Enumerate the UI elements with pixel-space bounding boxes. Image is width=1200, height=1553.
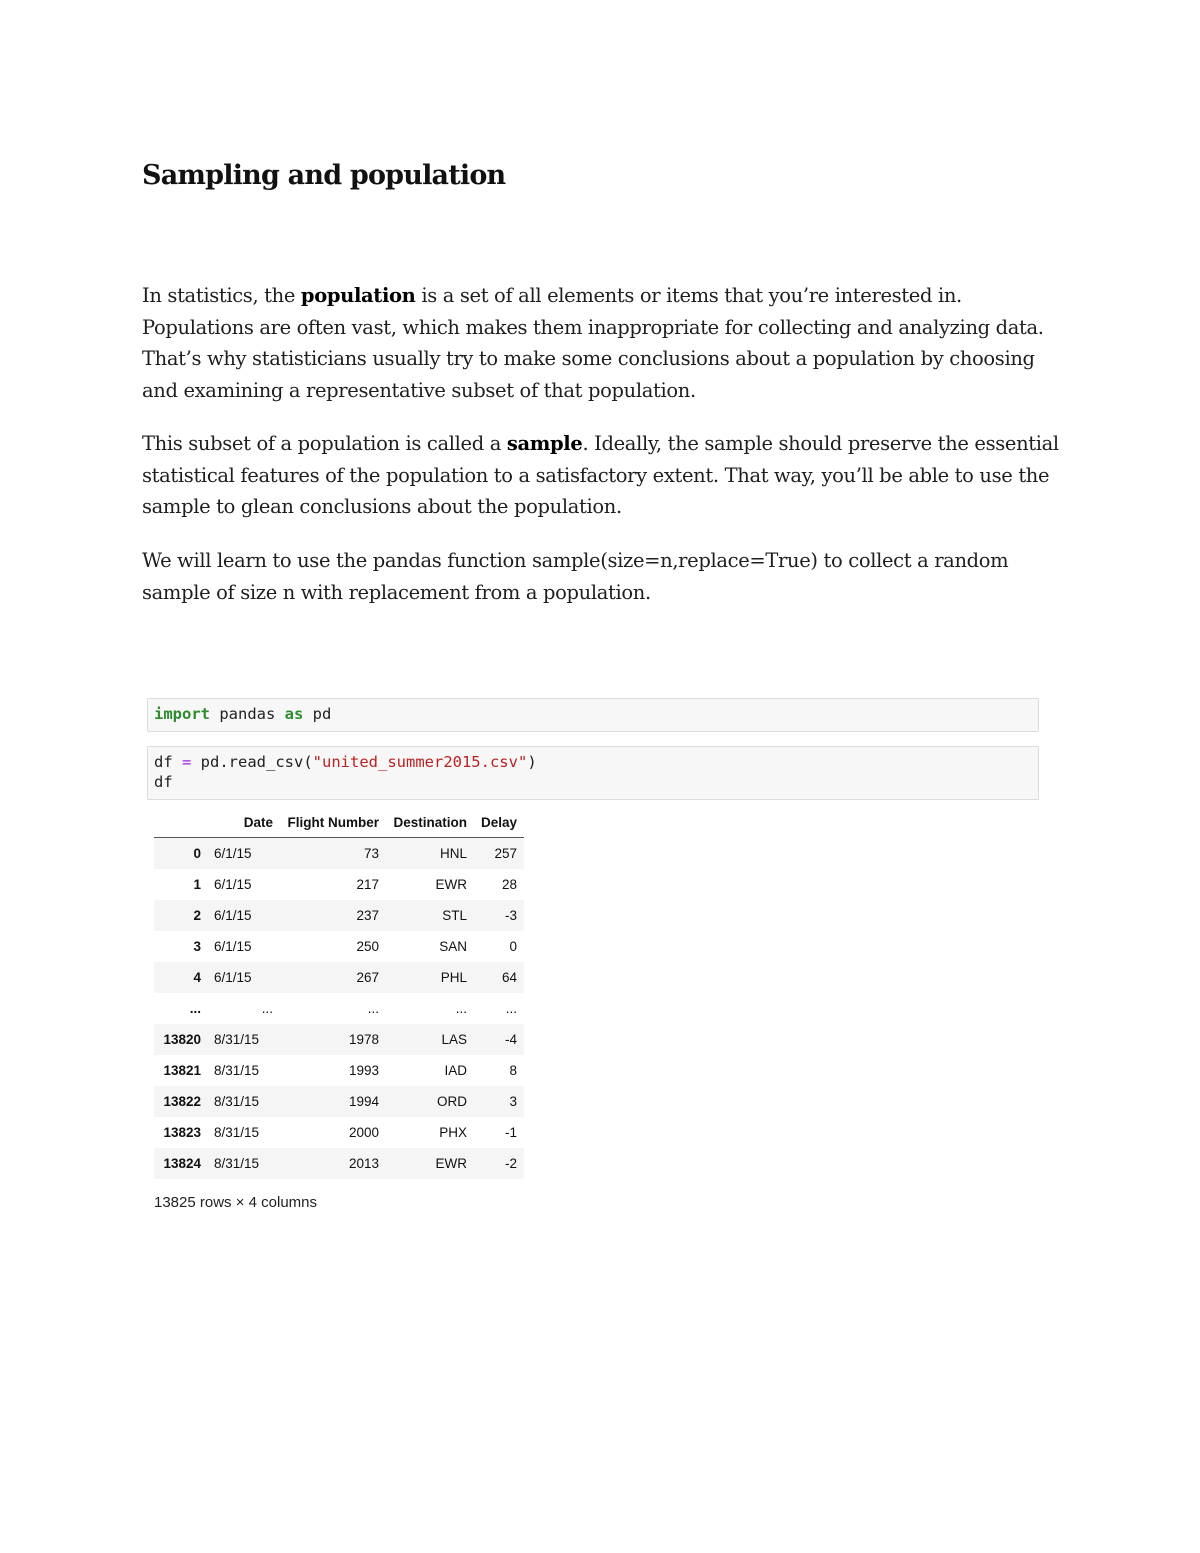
destination-cell: ... — [455, 1001, 467, 1016]
code-operator: = — [182, 753, 192, 771]
delay-cell: 8 — [509, 1063, 518, 1078]
date-cell: 8/31/15 — [214, 1125, 260, 1140]
delay-cell: ... — [505, 1001, 518, 1016]
code-string: "united_summer2015.csv" — [312, 753, 528, 771]
destination-cell: SAN — [439, 939, 467, 954]
row-index: 1 — [193, 877, 201, 892]
delay-cell: 64 — [502, 970, 518, 985]
flight-number-cell: 2013 — [348, 1156, 379, 1171]
table-row — [154, 1117, 524, 1148]
paragraph-population — [142, 280, 1072, 406]
term-population: population — [300, 284, 416, 307]
column-header-delay: Delay — [474, 808, 524, 838]
code-cell-import[interactable] — [147, 698, 1039, 732]
date-cell: 8/31/15 — [214, 1156, 260, 1171]
table-row — [154, 1148, 524, 1179]
delay-cell: 257 — [494, 846, 518, 861]
delay-cell: -3 — [505, 908, 518, 923]
dataframe-output-table — [154, 808, 524, 1179]
table-row — [154, 869, 524, 900]
flight-number-cell: 237 — [356, 908, 379, 923]
code-keyword: as — [284, 705, 304, 723]
row-index: 13821 — [163, 1063, 201, 1078]
code-text: pd — [303, 705, 332, 723]
code-text: ) — [527, 753, 537, 771]
table-row — [154, 900, 524, 931]
column-header-destination: Destination — [386, 808, 474, 838]
code-text: df — [154, 753, 182, 771]
dataframe-shape-summary: 13825 rows × 4 columns — [154, 1194, 318, 1211]
column-header-index — [154, 808, 208, 838]
column-header-flight-number: Flight Number — [280, 808, 386, 838]
delay-cell: 0 — [509, 939, 518, 954]
date-cell: 6/1/15 — [214, 877, 252, 892]
paragraph-sample — [142, 428, 1072, 523]
table-row — [154, 962, 524, 993]
row-index: ... — [189, 1001, 201, 1016]
date-cell: 6/1/15 — [214, 908, 252, 923]
date-cell: 8/31/15 — [214, 1063, 260, 1078]
destination-cell: EWR — [435, 1156, 467, 1171]
row-index: 4 — [193, 970, 201, 985]
destination-cell: ORD — [437, 1094, 467, 1109]
row-index: 2 — [193, 908, 201, 923]
row-index: 3 — [193, 939, 201, 954]
code-text: pd.read_csv( — [191, 753, 313, 771]
delay-cell: -1 — [505, 1125, 518, 1140]
table-header-row — [154, 808, 524, 838]
term-sample: sample — [506, 432, 583, 455]
paragraph-text: In statistics, the — [142, 284, 301, 307]
table-row — [154, 1055, 524, 1086]
row-index: 13822 — [163, 1094, 201, 1109]
date-cell: 8/31/15 — [214, 1032, 260, 1047]
destination-cell: IAD — [444, 1063, 467, 1078]
destination-cell: PHL — [440, 970, 467, 985]
delay-cell: -2 — [505, 1156, 518, 1171]
column-header-date: Date — [208, 808, 280, 838]
paragraph-text: This subset of a population is called a — [142, 432, 507, 455]
flight-number-cell: 2000 — [348, 1125, 379, 1140]
table-row — [154, 838, 524, 870]
page-title: Sampling and population — [142, 160, 506, 191]
code-text: pandas — [210, 705, 285, 723]
paragraph-pandas-sample: We will learn to use the pandas function sample(size=n,replace=True) to collect a random sample of size n with replacement from a population. — [142, 549, 1009, 604]
date-cell: 6/1/15 — [214, 939, 252, 954]
flight-number-cell: 73 — [363, 846, 379, 861]
destination-cell: HNL — [439, 846, 467, 861]
flight-number-cell: 217 — [356, 877, 379, 892]
code-keyword: import — [154, 705, 210, 723]
flight-number-cell: 1994 — [348, 1094, 379, 1109]
code-text: df — [154, 773, 173, 791]
row-index: 13820 — [163, 1032, 201, 1047]
flight-number-cell: 267 — [356, 970, 379, 985]
row-index: 13823 — [163, 1125, 201, 1140]
flight-number-cell: 1993 — [348, 1063, 379, 1078]
date-cell: 8/31/15 — [214, 1094, 260, 1109]
date-cell: 6/1/15 — [214, 846, 252, 861]
destination-cell: PHX — [439, 1125, 467, 1140]
destination-cell: STL — [442, 908, 467, 923]
paragraph-text: . Ideally, the sample should preserve the essential statistical features of the population to a satisfactory extent. That way, you’ll be able to use the sample to glean conclusions about the population. — [142, 432, 1059, 518]
destination-cell: LAS — [441, 1032, 467, 1047]
table-row — [154, 1086, 524, 1117]
destination-cell: EWR — [435, 877, 467, 892]
flight-number-cell: ... — [367, 1001, 379, 1016]
delay-cell: 3 — [509, 1094, 518, 1109]
flight-number-cell: 250 — [356, 939, 379, 954]
table-row — [154, 931, 524, 962]
table-row — [154, 1024, 524, 1055]
table-row-ellipsis — [154, 993, 524, 1024]
row-index: 13824 — [163, 1156, 201, 1171]
row-index: 0 — [193, 846, 201, 861]
delay-cell: 28 — [502, 877, 518, 892]
paragraph-text: is a set of all elements or items that you’re interested in. Populations are often vast, which makes them inappropriate for collecting and analyzing data. That’s why statisticians usually try to make some conclusions about a population by choosing and examining a representative subset of that population. — [142, 284, 1044, 402]
date-cell: 6/1/15 — [214, 970, 252, 985]
delay-cell: -4 — [505, 1032, 518, 1047]
flight-number-cell: 1978 — [348, 1032, 379, 1047]
date-cell: ... — [261, 1001, 273, 1016]
code-cell-read-csv[interactable] — [147, 746, 1039, 800]
